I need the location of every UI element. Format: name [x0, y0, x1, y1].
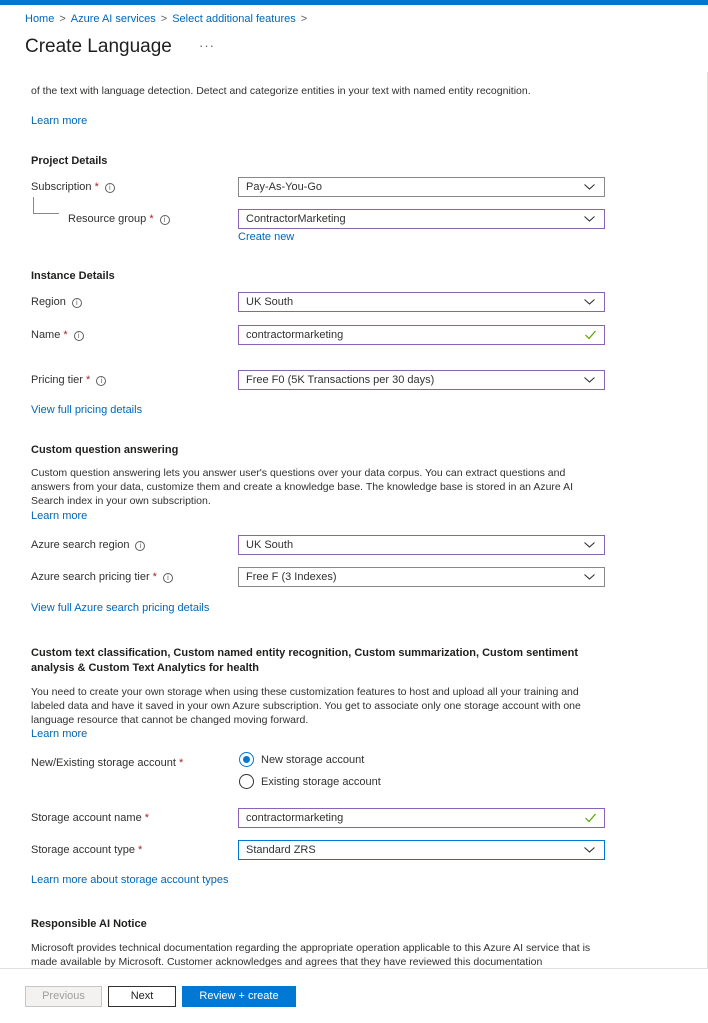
- required-asterisk: *: [94, 181, 99, 193]
- breadcrumb-separator-icon: >: [300, 13, 308, 25]
- region-dropdown[interactable]: [238, 292, 605, 312]
- form-scroll-area[interactable]: [0, 72, 708, 968]
- chevron-down-icon: [583, 212, 596, 225]
- chevron-down-icon: [583, 538, 596, 551]
- required-asterisk: *: [178, 757, 184, 769]
- region-label-text: Region: [31, 296, 66, 308]
- info-icon[interactable]: i: [135, 541, 145, 551]
- required-asterisk: *: [152, 571, 157, 583]
- custom-features-description: You need to create your own storage when using these customization features to host and upload all your training and labeled data and have it saved in your own Azure subscription. You get to associate only one storage account with one language resource that cannot be changed moving forward.: [31, 686, 581, 726]
- chevron-down-icon: [583, 570, 596, 583]
- subscription-dropdown[interactable]: [238, 177, 605, 197]
- storage-type-dropdown[interactable]: [238, 840, 605, 860]
- pricing-tier-dropdown[interactable]: [238, 370, 605, 390]
- breadcrumb-separator-icon: >: [59, 13, 66, 25]
- storage-name-label: [31, 812, 149, 824]
- subscription-value: Pay-As-You-Go: [246, 181, 323, 193]
- storage-type-value: Standard ZRS: [246, 844, 316, 856]
- required-asterisk: *: [63, 329, 68, 341]
- project-details-heading: Project Details: [31, 155, 108, 167]
- chevron-down-icon: [583, 843, 596, 856]
- info-icon[interactable]: i: [160, 215, 170, 225]
- breadcrumb-home[interactable]: Home: [25, 13, 55, 25]
- custom-learn-more-link[interactable]: Learn more: [31, 728, 88, 740]
- breadcrumb-select-additional-features[interactable]: Select additional features: [172, 13, 296, 25]
- name-value: contractormarketing: [246, 329, 344, 341]
- resource-group-dropdown[interactable]: [238, 209, 605, 229]
- resource-group-label: [68, 213, 170, 225]
- more-options-icon[interactable]: ···: [199, 38, 215, 53]
- info-icon[interactable]: i: [96, 376, 106, 386]
- azure-search-region-label: [31, 539, 145, 551]
- review-create-button[interactable]: Review + create: [182, 986, 296, 1007]
- responsible-ai-text: Microsoft provides technical documentation regarding the appropriate operation applicable to this Azure AI service that is made available by Microsoft. Customer acknowledges and agrees that they have reviewed this documentation: [31, 942, 591, 968]
- azure-search-tier-label: [31, 571, 173, 583]
- breadcrumb: [25, 13, 312, 25]
- page-title: Create Language: [25, 36, 172, 57]
- previous-button[interactable]: Previous: [25, 986, 102, 1007]
- required-asterisk: *: [144, 812, 150, 824]
- info-icon[interactable]: i: [163, 573, 173, 583]
- cqa-learn-more-link[interactable]: Learn more: [31, 510, 88, 522]
- azure-search-region-value: UK South: [246, 539, 294, 551]
- azure-search-region-label-text: Azure search region: [31, 539, 130, 551]
- radio-new-storage-label[interactable]: New storage account: [261, 754, 365, 766]
- storage-types-learn-more-link[interactable]: Learn more about storage account types: [31, 874, 229, 886]
- footer-bar: [0, 968, 708, 1023]
- pricing-tier-label-text: Pricing tier: [31, 374, 83, 386]
- storage-name-label-text: Storage account name: [31, 812, 142, 824]
- top-accent-bar: [0, 0, 708, 5]
- resource-group-value: ContractorMarketing: [246, 213, 346, 225]
- tree-connector: [33, 213, 59, 214]
- pricing-tier-label: [31, 374, 106, 386]
- resource-group-label-text: Resource group: [68, 213, 147, 225]
- checkmark-icon: [584, 811, 597, 824]
- info-icon[interactable]: i: [105, 183, 115, 193]
- azure-search-tier-value: Free F (3 Indexes): [246, 571, 337, 583]
- azure-search-tier-label-text: Azure search pricing tier: [31, 571, 150, 583]
- region-label: [31, 296, 82, 308]
- view-search-pricing-link[interactable]: View full Azure search pricing details: [31, 602, 210, 614]
- responsible-ai-heading: Responsible AI Notice: [31, 918, 147, 930]
- required-asterisk: *: [149, 213, 154, 225]
- instance-details-heading: Instance Details: [31, 270, 115, 282]
- view-pricing-details-link[interactable]: View full pricing details: [31, 404, 143, 416]
- azure-search-tier-dropdown[interactable]: [238, 567, 605, 587]
- name-label-text: Name: [31, 329, 61, 341]
- create-new-resource-group-link[interactable]: Create new: [238, 231, 295, 243]
- breadcrumb-azure-ai-services[interactable]: Azure AI services: [70, 13, 156, 25]
- storage-type-label: [31, 844, 142, 856]
- azure-search-region-dropdown[interactable]: [238, 535, 605, 555]
- intro-learn-more-link[interactable]: Learn more: [31, 115, 88, 127]
- subscription-label-text: Subscription: [31, 181, 92, 193]
- cqa-description: Custom question answering lets you answer user's questions over your data corpus. You can extract questions and answers from your data, customize them and create a knowledge base. The knowledge base is stored in an Azure AI Search index in your own subscription.: [31, 467, 574, 507]
- required-asterisk: *: [86, 374, 91, 386]
- tree-connector: [33, 197, 34, 213]
- radio-existing-storage-label[interactable]: Existing storage account: [261, 776, 381, 788]
- radio-new-storage[interactable]: [239, 752, 254, 767]
- storage-name-input[interactable]: [238, 808, 605, 828]
- name-label: [31, 329, 84, 341]
- custom-features-heading: Custom text classification, Custom named entity recognition, Custom summarization, Custom sentiment analysis & Custom Text Analytics for health: [31, 647, 579, 674]
- intro-text: of the text with language detection. Detect and categorize entities in your text with named entity recognition.: [31, 85, 531, 97]
- pricing-tier-value: Free F0 (5K Transactions per 30 days): [246, 374, 435, 386]
- chevron-down-icon: [583, 373, 596, 386]
- chevron-down-icon: [583, 180, 596, 193]
- required-asterisk: *: [138, 844, 143, 856]
- info-icon[interactable]: i: [74, 331, 84, 341]
- breadcrumb-separator-icon: >: [160, 13, 168, 25]
- checkmark-icon: [584, 328, 597, 341]
- cqa-heading: Custom question answering: [31, 444, 179, 456]
- next-button[interactable]: Next: [108, 986, 176, 1007]
- storage-type-label-text: Storage account type: [31, 844, 135, 856]
- name-input[interactable]: [238, 325, 605, 345]
- region-value: UK South: [246, 296, 294, 308]
- chevron-down-icon: [583, 295, 596, 308]
- info-icon[interactable]: i: [72, 298, 82, 308]
- storage-choice-label: [31, 757, 183, 769]
- subscription-label: [31, 181, 115, 193]
- storage-name-value: contractormarketing: [246, 812, 344, 824]
- storage-choice-label-text: New/Existing storage account: [31, 757, 176, 769]
- radio-existing-storage[interactable]: [239, 774, 254, 789]
